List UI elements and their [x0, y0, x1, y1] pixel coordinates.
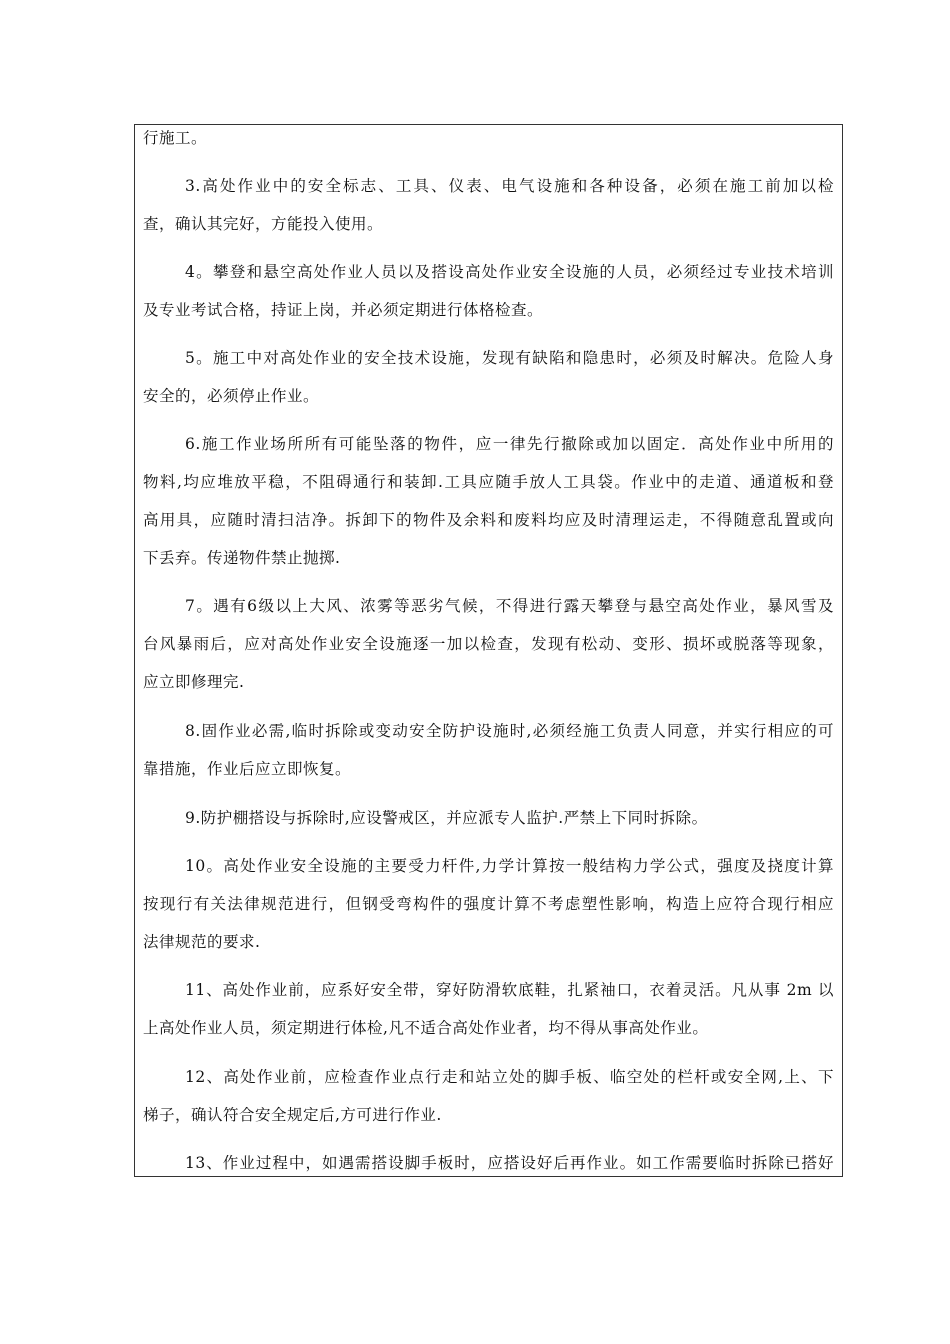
paragraph-line: 5。施工中对高处作业的安全技术设施，发现有缺陷和隐患时，必须及时解决。危险人身 — [185, 349, 834, 367]
paragraph-line: 物料,均应堆放平稳，不阻碍通行和装卸.工具应随手放人工具袋。作业中的走道、通道板和登 — [143, 473, 834, 491]
paragraph-line: 8.固作业必需,临时拆除或变动安全防护设施时,必须经施工负责人同意，并实行相应的可 — [185, 722, 834, 740]
paragraph-line: 靠措施，作业后应立即恢复。 — [143, 760, 352, 778]
paragraph-line: 梯子，确认符合安全规定后,方可进行作业. — [143, 1106, 442, 1124]
paragraph-line: 查，确认其完好，方能投入使用。 — [143, 215, 384, 233]
paragraph-line: 上高处作业人员，须定期进行体检,凡不适合高处作业者，均不得从事高处作业。 — [143, 1019, 709, 1037]
paragraph-line: 10。高处作业安全设施的主要受力杆件,力学计算按一般结构力学公式，强度及挠度计算 — [185, 857, 834, 875]
paragraph-line: 及专业考试合格，持证上岗，并必须定期进行体格检查。 — [143, 301, 544, 319]
document-text-frame — [134, 124, 843, 1177]
paragraph-line: 7。遇有6级以上大风、浓雾等恶劣气候，不得进行露天攀登与悬空高处作业，暴风雪及 — [185, 597, 834, 615]
paragraph-line: 法律规范的要求. — [143, 933, 261, 951]
paragraph-line: 3.高处作业中的安全标志、工具、仪表、电气设施和各种设备，必须在施工前加以检 — [185, 177, 834, 195]
paragraph-line: 应立即修理完. — [143, 673, 245, 691]
paragraph-line: 12、高处作业前，应检查作业点行走和站立处的脚手板、临空处的栏杆或安全网,上、下 — [185, 1068, 834, 1086]
paragraph-line: 11、高处作业前，应系好安全带，穿好防滑软底鞋，扎紧袖口，衣着灵活。凡从事 2m 以 — [185, 981, 834, 999]
paragraph-line: 按现行有关法律规范进行，但钢受弯构件的强度计算不考虑塑性影响，构造上应符合现行相应 — [143, 895, 834, 913]
paragraph-line: 9.防护棚搭设与拆除时,应设警戒区，并应派专人监护.严禁上下同时拆除。 — [185, 809, 708, 827]
paragraph-line: 6.施工作业场所所有可能坠落的物件，应一律先行撤除或加以固定．高处作业中所用的 — [185, 435, 834, 453]
paragraph-line: 行施工。 — [143, 129, 208, 147]
paragraph-line: 安全的，必须停止作业。 — [143, 387, 320, 405]
paragraph-line: 下丢弃。传递物件禁止抛掷. — [143, 549, 341, 567]
paragraph-line: 13、作业过程中，如遇需搭设脚手板时，应搭设好后再作业。如工作需要临时拆除已搭好 — [185, 1154, 834, 1172]
paragraph-line: 台风暴雨后，应对高处作业安全设施逐一加以检查，发现有松动、变形、损坏或脱落等现象， — [143, 635, 834, 653]
paragraph-line: 4。攀登和悬空高处作业人员以及搭设高处作业安全设施的人员，必须经过专业技术培训 — [185, 263, 834, 281]
paragraph-line: 高用具，应随时清扫洁净。拆卸下的物件及余料和废料均应及时清理运走，不得随意乱置或向 — [143, 511, 834, 529]
